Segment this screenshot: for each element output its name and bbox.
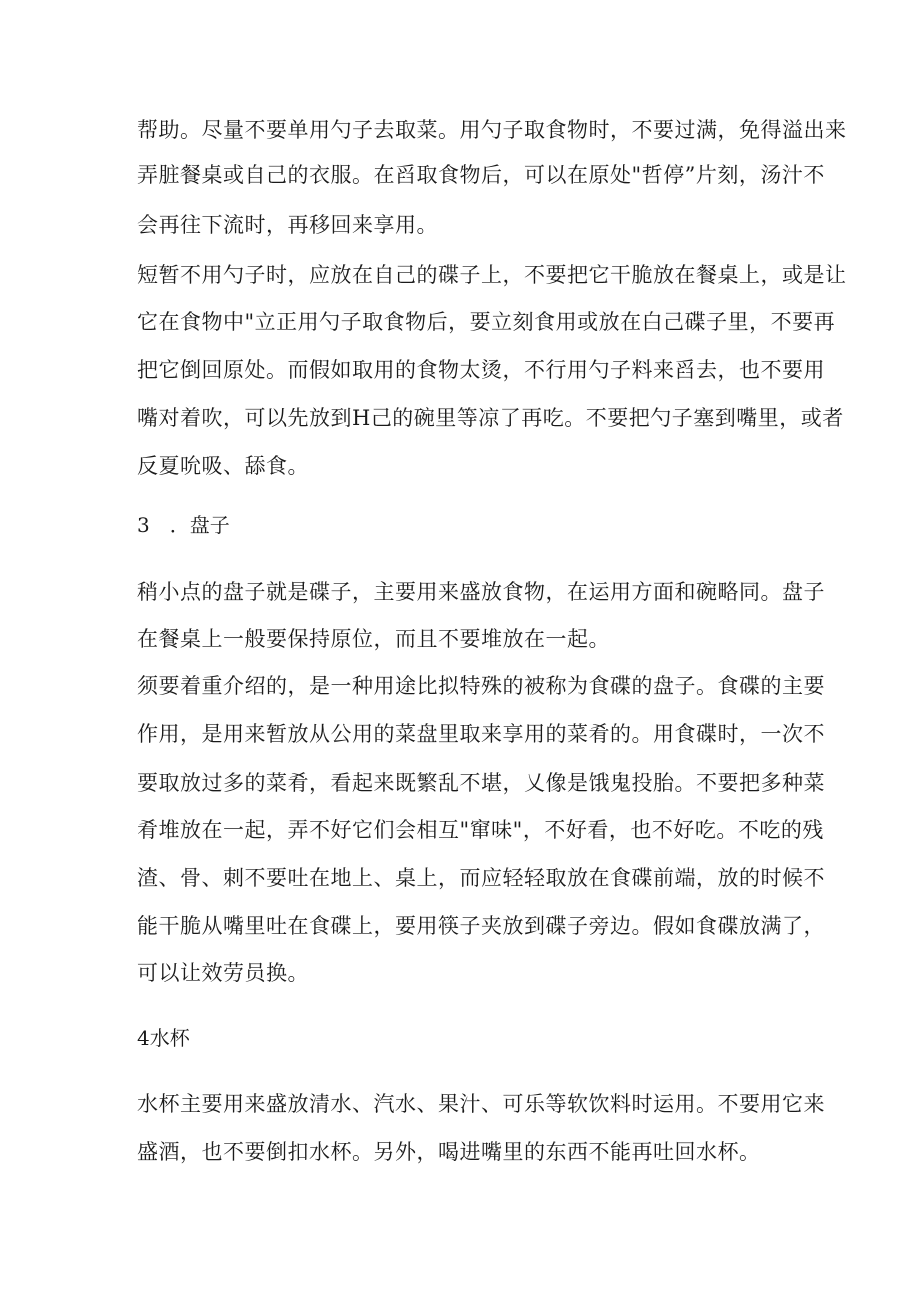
paragraph-line: 嘴对着吹，可以先放到H己的碗里等凉了再吃。不要把勺子塞到嘴里，或者 — [137, 406, 844, 430]
paragraph-line: 可以让效劳员换。 — [137, 961, 309, 985]
paragraph-line: 能干脆从嘴里吐在食碟上，要用筷子夹放到碟子旁边。假如食碟放满了， — [137, 914, 825, 938]
paragraph-line: 弄脏餐桌或自己的衣服。在舀取食物后，可以在原处"哲停”片刻，汤汁不 — [137, 163, 825, 187]
section-heading: 4水杯 — [137, 1026, 190, 1050]
paragraph-line: 渣、骨、刺不要吐在地上、桌上，而应轻轻取放在食碟前端，放的时候不 — [137, 866, 825, 890]
paragraph-line: 它在食物中"立正用勺子取食物后，要立刻食用或放在白己碟子里，不要再 — [137, 310, 836, 334]
paragraph-line: 盛酒，也不要倒扣水杯。另外，喝进嘴里的东西不能再吐回水杯。 — [137, 1140, 761, 1164]
paragraph-line: 把它倒回原处。而假如取用的食物太烫，不行用勺子料来舀去，也不要用 — [137, 358, 825, 382]
paragraph-line: 在餐桌上一般要保持原位，而且不要堆放在一起。 — [137, 627, 610, 651]
paragraph-line: 要取放过多的菜肴，看起来既繁乱不堪，乂像是饿鬼投胎。不要把多种菜 — [137, 771, 825, 795]
paragraph-line: 反夏吮吸、舔食。 — [137, 454, 309, 478]
paragraph-line: 短暂不用勺子时，应放在自己的碟子上，不要把它干脆放在餐桌上，或是让 — [137, 263, 847, 287]
paragraph-line: 须要着重介绍的，是一种用途比拟特殊的被称为食碟的盘子。食碟的主要 — [137, 674, 825, 698]
paragraph-line: 肴堆放在一起，弄不好它们会相互"窜味"，不好看，也不好吃。不吃的残 — [137, 818, 824, 842]
section-heading: 3 ．盘子 — [137, 513, 230, 537]
paragraph-line: 会再往下流时，再移回来享用。 — [137, 213, 438, 237]
paragraph-line: 稍小点的盘子就是碟子，主要用来盛放食物，在运用方面和碗略同。盘子 — [137, 580, 825, 604]
paragraph-line: 水杯主要用来盛放清水、汽水、果汁、可乐等软饮料时运用。不要用它来 — [137, 1092, 825, 1116]
paragraph-line: 帮助。尽量不要单用勺子去取菜。用勺子取食物时，不要过满，免得溢出来 — [137, 118, 847, 142]
paragraph-line: 作用，是用来暂放从公用的菜盘里取来享用的菜肴的。用食碟时，一次不 — [137, 722, 825, 746]
